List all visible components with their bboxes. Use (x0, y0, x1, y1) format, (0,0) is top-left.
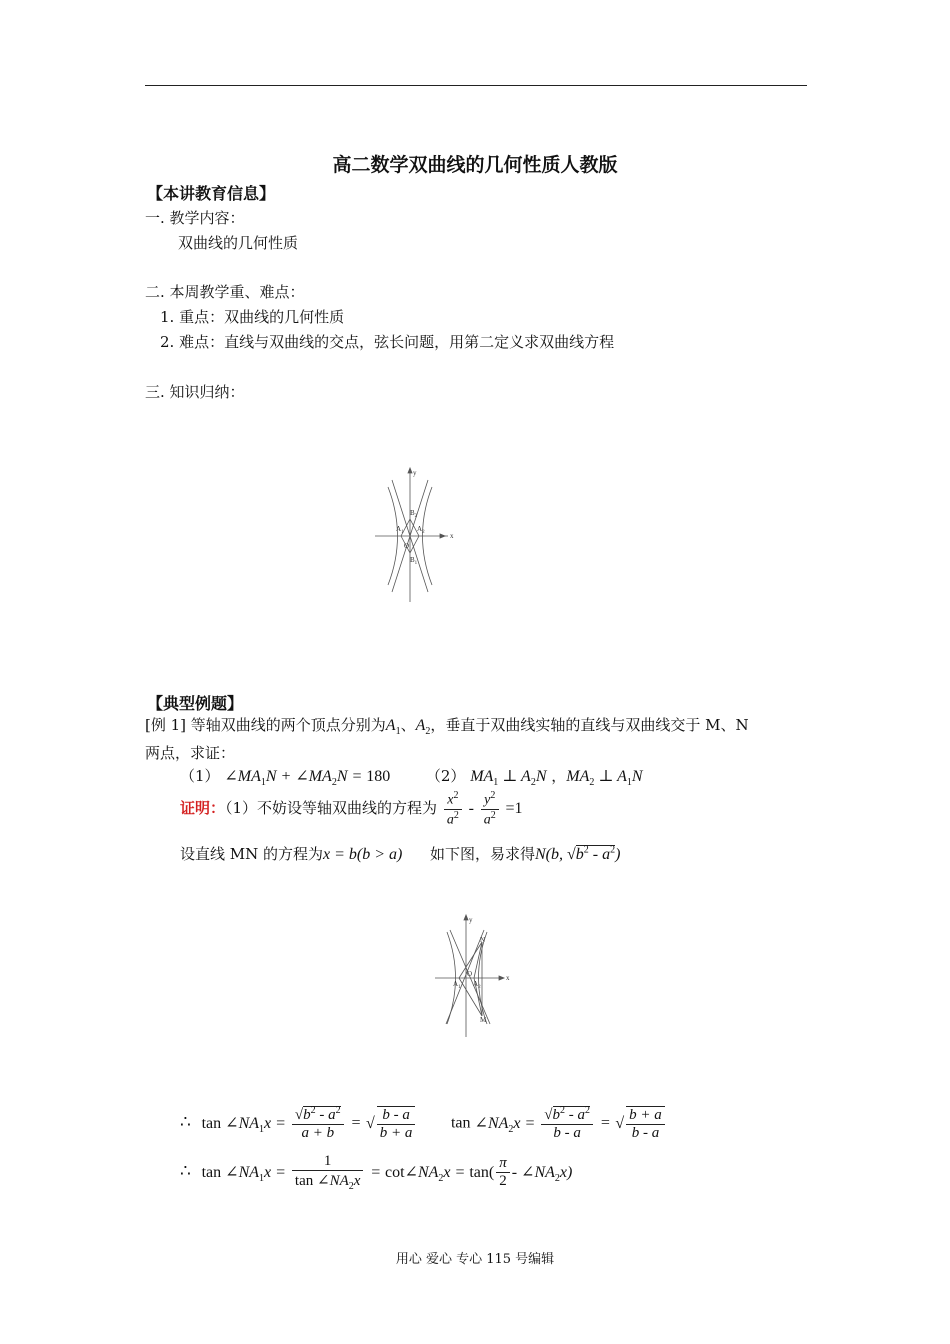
example1-line2: 两点，求证： (145, 744, 236, 762)
page-title: 高二数学双曲线的几何性质人教版 (332, 154, 618, 176)
section1-body: 双曲线的几何性质 (178, 234, 299, 252)
fig2-a2-label: $A_2$ (473, 980, 481, 990)
fig2-n-label: N (480, 936, 486, 944)
fig2-y-label: y (469, 916, 473, 924)
section3-heading: 三. 知识归纳： (145, 383, 245, 401)
info-heading: 【本讲教育信息】 (147, 184, 276, 203)
fig1-a2-label: $A_2$ (417, 525, 425, 535)
hyperbola-figure-2 (432, 912, 512, 1040)
fig1-x-label: x (450, 532, 454, 540)
fig2-x-label: x (506, 974, 510, 982)
fig2-o-label: O (467, 970, 473, 978)
fig1-y-label: y (413, 469, 417, 477)
formula-tan-line2: ∴ $\tan \angle NA_1x$ = $\frac{1}{\tan \angle NA_2x}$ = $\cot\angle NA_2x = \tan$( $\frac{\pi}{2}$ - $\angle NA_2x$) (180, 1153, 573, 1192)
example1-line1: [例 1] 等轴双曲线的两个顶点分别为$A_1$、$A_2$，垂直于双曲线实轴的直线与双曲线交于 M、N (145, 716, 749, 738)
page-footer: 用心 爱心 专心 115 号编辑 (395, 1252, 555, 1267)
fig2-m-label: M (480, 1016, 487, 1024)
proof-line: 证明：（1）不妨设等轴双曲线的方程为 $\frac{x^2}{a^2}$ - $\frac{y^2}{a^2}$ =1 (180, 790, 523, 828)
header-rule (145, 85, 807, 86)
proof-label: 证明： (180, 799, 226, 818)
section2-heading: 二. 本周教学重、难点： (145, 283, 305, 301)
hyperbola-figure-1 (370, 465, 455, 605)
fig1-a1-label: $A_1$ (396, 525, 404, 535)
line-mn: 设直线 MN 的方程为x = b(b > a) 如下图，易求得N(b, $√b^2 - a^2$) (180, 844, 621, 863)
example1-claims: （1） $\angle MA_1N$ + $\angle MA_2N = 180$ （2） $MA_1$ ⊥ $A_2N$ ，$MA_2$ ⊥ $A_1N$ (180, 767, 643, 789)
fig2-a1-label: $A_1$ (453, 980, 461, 990)
fig1-b1-label: $B_1$ (410, 556, 418, 566)
formula-tan-line1: ∴ $\tan \angle NA_1x$ = $\frac{√b^2 - a^2}{a + b}$ = √ $\frac{b - a}{b + a}$ $\tan \angle NA_2x$ = $\frac{√b^2 - a^2}{b - a}$ = √ $\frac{b + a}{b - a}$ (180, 1105, 667, 1142)
fig1-o-label: O (404, 542, 410, 550)
section2-item1: 1. 重点：双曲线的几何性质 (160, 308, 345, 326)
section1-heading: 一. 教学内容： (145, 209, 245, 227)
examples-heading: 【典型例题】 (147, 694, 244, 713)
fig1-b2-label: $B_2$ (410, 509, 418, 519)
section2-item2: 2. 难点：直线与双曲线的交点，弦长问题，用第二定义求双曲线方程 (160, 333, 615, 351)
